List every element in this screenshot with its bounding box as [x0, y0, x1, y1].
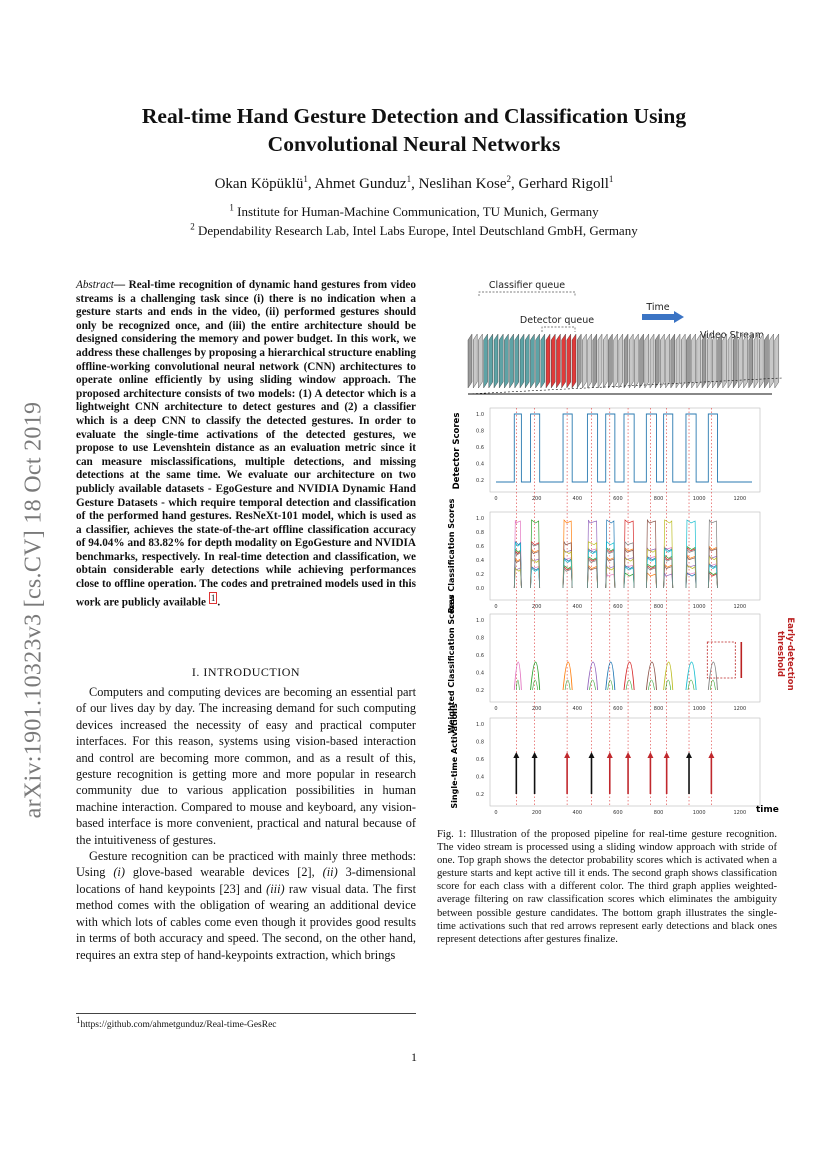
video-frame: [598, 334, 602, 388]
author-name: Ahmet Gunduz: [314, 176, 407, 192]
raw-score-line: [531, 520, 540, 588]
abstract-end: .: [217, 596, 221, 609]
video-frame: [567, 334, 571, 388]
x-tick-label: 1200: [733, 604, 747, 610]
author-aff: 1: [608, 174, 614, 184]
weighted-score-line: [648, 680, 654, 690]
raw-score-line: [606, 573, 615, 588]
raw-score-line: [563, 557, 572, 588]
panel-label-raw: Raw Classification Scores: [447, 498, 456, 614]
video-frame: [484, 334, 488, 388]
video-frame: [603, 334, 607, 388]
x-tick-label: 0: [494, 706, 498, 712]
x-tick-label: 200: [531, 706, 542, 712]
y-tick-label: 0.8: [476, 530, 484, 536]
raw-score-line: [624, 573, 634, 588]
video-frame: [655, 334, 659, 388]
raw-score-line: [646, 558, 656, 588]
y-tick-label: 0.6: [476, 544, 484, 550]
panel-label-weighted: Weighted Classification Scores: [447, 594, 456, 734]
raw-score-line: [664, 547, 673, 588]
raw-score-line: [646, 566, 656, 588]
raw-score-line: [531, 559, 540, 588]
y-tick-label: 0.8: [476, 739, 484, 746]
panel-label-detector: Detector Scores: [452, 412, 462, 490]
author-name: Gerhard Rigoll: [518, 176, 609, 192]
x-tick-label: 1200: [733, 496, 747, 502]
video-frame: [473, 334, 477, 388]
x-tick-label: 600: [613, 604, 623, 610]
caption-label: Fig. 1:: [437, 829, 467, 840]
video-frame: [754, 334, 758, 388]
video-frame: [759, 334, 763, 388]
video-frame: [718, 334, 722, 388]
video-frame: [582, 334, 586, 388]
affiliation-number: 1: [229, 202, 234, 213]
y-tick-label: 1.0: [476, 722, 484, 728]
threshold-label-line1: Early-detection: [785, 617, 795, 691]
video-frame: [593, 334, 597, 388]
footnote-link[interactable]: 1: [210, 592, 216, 603]
x-tick-label: 600: [613, 496, 623, 502]
footnote-number: 1: [76, 1015, 81, 1025]
raw-score-line: [563, 520, 572, 588]
detector-queue-label: Detector queue: [519, 315, 595, 326]
classifier-queue-label: Classifier queue: [488, 280, 566, 291]
raw-score-line: [646, 567, 656, 588]
weighted-score-line: [708, 662, 717, 690]
video-frame: [478, 334, 482, 388]
weighted-score-line: [624, 662, 634, 690]
y-tick-label: 0.4: [476, 558, 484, 564]
introduction-body: [76, 684, 416, 963]
weighted-score-line: [646, 662, 656, 690]
page-number: 1: [411, 1050, 417, 1064]
weighted-score-line: [606, 662, 615, 690]
y-tick-label: 0.4: [476, 461, 484, 468]
video-frame: [692, 334, 696, 388]
raw-score-line: [686, 566, 696, 588]
activation-arrow-head: [647, 752, 653, 758]
video-frame: [624, 334, 628, 388]
activation-arrow-head: [564, 752, 570, 758]
raw-score-line: [664, 566, 673, 588]
video-frame: [494, 334, 498, 388]
raw-score-line: [587, 549, 597, 588]
x-tick-label: 0: [494, 496, 498, 502]
abstract-label: Abstract: [76, 279, 114, 291]
abstract-text: — Real-time recognition of dynamic hand gestures from video streams is a challenging task since (i) there is no indication when a gesture starts and ends in the video, (ii) performed gestures should only be recognized once, and (iii) the entire architecture should be designed considering the memory and power budget. In this work, we address these challenges by proposing a hierarchical structure enabling offline-working convolutional neural network (CNN) architectures to operate online efficiently by using sliding window approach. The proposed architecture consists of two models: (1) A detector which is a lightweight CNN architecture to detect gestures and (2) a classifier which is a deep CNN to classify the detected gestures. In order to evaluate the single-time activations of the detected gestures, we propose to use Levenshtein distance as an evaluation metric since it can measure misclassifications, multiple detections, and missing detections at the same time. We evaluate our architecture on two publicly available datasets - EgoGesture and NVIDIA Dynamic Hand Gesture Datasets - which require temporal detection and classification of the performed hand gestures. ResNeXt-101 model, which is used as a classifier, achieves the state-of-the-art offline classification accuracy of 94.04% and 83.82% for depth modality on EgoGesture and NVIDIA benchmarks, respectively. In real-time detection and classification, we obtain considerable early detections while achieving performances close to offline operation. The codes and pretrained models used in this work are publicly available: [76, 279, 416, 609]
video-frame: [686, 334, 690, 388]
raw-score-line: [531, 567, 540, 588]
video-frame: [608, 334, 612, 388]
raw-score-line: [686, 555, 696, 588]
caption-text: Illustration of the proposed pipeline for real-time gesture recognition. The video stream is processed using a sliding window approach with stride of one. Top graph shows the detector probability scores which is activated when a gesture starts and kept active till it ends. The second graph shows classification score for each class with a different color. The third graph applies weighted-average filtering on raw classification scores which eliminates the ambiguity between possible gesture candidates. The bottom graph illustrates the single-time activations such that red arrows represent early detections and black ones represent detections after gestures finalize.: [437, 829, 777, 945]
video-frame: [671, 334, 675, 388]
video-frame: [707, 334, 711, 388]
y-tick-label: 0.2: [476, 572, 484, 578]
raw-score-line: [708, 547, 717, 588]
raw-score-line: [664, 573, 673, 588]
weighted-score-line: [565, 680, 570, 690]
video-frame: [572, 334, 576, 388]
author-aff: 2: [506, 174, 511, 184]
y-tick-label: 0.0: [476, 586, 484, 592]
x-tick-label: 600: [613, 706, 623, 712]
raw-score-line: [563, 567, 572, 588]
raw-score-line: [606, 542, 615, 588]
video-frame: [666, 334, 670, 388]
raw-score-line: [531, 558, 540, 588]
classifier-queue-bracket: [479, 292, 575, 296]
raw-score-line: [587, 557, 597, 588]
x-tick-label: 200: [531, 604, 542, 610]
raw-score-line: [708, 566, 717, 588]
x-tick-label: 400: [572, 496, 583, 502]
arxiv-id: arXiv:1901.10323v3 [cs.CV] 18 Oct 2019: [20, 401, 47, 819]
title-line-1: Real-time Hand Gesture Detection and Classification Using: [141, 104, 687, 128]
raw-score-line: [624, 557, 634, 588]
raw-score-line: [646, 573, 656, 588]
video-frame: [551, 334, 555, 388]
video-frame: [681, 334, 685, 388]
video-frame: [770, 334, 774, 388]
author-name: Okan Köpüklü: [214, 176, 304, 192]
video-frame: [676, 334, 680, 388]
footnote-url[interactable]: https://github.com/ahmetgunduz/Real-time-GesRec: [80, 1020, 277, 1031]
threshold-label-line2: threshold: [775, 630, 785, 678]
raw-score-line: [664, 557, 673, 588]
raw-score-line: [606, 520, 615, 588]
video-stream-label: Video: [699, 330, 727, 341]
author-list: Okan Köpüklü$^1$, Ahmet Gunduz$^1$, Neslihan Kose$^2$, Gerhard Rigoll$^1$: [214, 174, 614, 192]
raw-score-line: [624, 520, 634, 588]
x-tick-label: 0: [494, 810, 498, 816]
x-tick-label: 0: [494, 604, 498, 610]
y-tick-label: 1.0: [476, 412, 484, 418]
raw-score-line: [708, 573, 717, 588]
activation-arrow-head: [532, 752, 538, 758]
video-frame: [614, 334, 618, 388]
activation-arrow-head: [625, 752, 631, 758]
raw-score-line: [606, 557, 615, 588]
y-tick-label: 1.0: [476, 618, 484, 624]
video-frame: [468, 334, 472, 388]
raw-score-line: [563, 559, 572, 588]
video-frame: [723, 334, 727, 388]
y-tick-label: 0.4: [476, 670, 484, 677]
title-line-2: Convolutional Neural Networks: [267, 132, 561, 156]
raw-score-line: [686, 520, 696, 588]
pipeline-figure: [432, 276, 795, 816]
y-tick-label: 0.6: [476, 653, 484, 659]
x-tick-label: 1000: [692, 604, 706, 610]
raw-score-line: [587, 567, 597, 588]
x-tick-label: 1000: [692, 810, 706, 816]
video-frame: [697, 334, 701, 388]
y-tick-label: 0.2: [476, 478, 484, 484]
activation-arrow-head: [664, 752, 670, 758]
video-frame: [640, 334, 644, 388]
x-tick-label: 800: [653, 496, 664, 502]
video-frame: [489, 334, 493, 388]
affiliation-text: Dependability Research Lab, Intel Labs Europe, Intel Deutschland GmbH, Germany: [198, 223, 638, 238]
raw-score-line: [587, 559, 597, 588]
raw-score-line: [686, 549, 696, 588]
activation-arrow-head: [607, 752, 613, 758]
x-tick-label: 400: [572, 604, 583, 610]
video-frame: [712, 334, 716, 388]
intro-paragraph-2: Gesture recognition can be practiced with mainly three methods: Using (i) glove-based wearable devices [2], (ii) 3-dimensional locations of hand keypoints [23] and (iii) raw visual data. The first method comes with the obligation of wearing an additional device with which lots of cables come even though it provides good results in terms of both accuracy and speed. The second, on the other hand, requires an extra step of hand-keypoints extraction, which brings: [76, 849, 416, 962]
raw-score-line: [563, 542, 572, 588]
raw-score-line: [514, 568, 521, 588]
activation-arrow-head: [708, 752, 714, 758]
video-frame: [634, 334, 638, 388]
time-label: Time: [646, 302, 670, 313]
raw-score-line: [531, 568, 540, 588]
y-tick-label: 0.4: [476, 774, 484, 781]
activation-arrow-head: [686, 752, 692, 758]
video-frame: [660, 334, 664, 388]
video-frame: [588, 334, 592, 388]
author-aff: 1: [406, 174, 412, 184]
video-frame: [629, 334, 633, 388]
video-frame: [775, 334, 779, 388]
panel-label-activations: Single-time Activations: [450, 703, 459, 809]
video-frame: [728, 334, 732, 388]
x-tick-label: 800: [653, 706, 664, 712]
raw-score-line: [606, 567, 615, 588]
x-tick-label: 400: [572, 706, 583, 712]
video-frame: [702, 334, 706, 388]
raw-score-line: [646, 555, 656, 588]
weighted-score-line: [514, 662, 521, 690]
video-frame: [520, 334, 524, 388]
raw-score-line: [708, 520, 717, 588]
video-frame: [650, 334, 654, 388]
raw-score-line: [624, 567, 634, 588]
x-tick-label: 1000: [692, 496, 706, 502]
x-tick-label: 200: [531, 496, 542, 502]
weighted-score-line: [516, 680, 519, 690]
raw-score-line: [664, 549, 673, 588]
video-frame: [546, 334, 550, 388]
weighted-score-line: [531, 662, 540, 690]
video-frame: [733, 334, 737, 388]
video-stream-frames: [468, 334, 782, 394]
activation-arrow-head: [513, 752, 519, 758]
raw-score-line: [531, 542, 540, 588]
video-frame: [504, 334, 508, 388]
x-tick-label: 1000: [692, 706, 706, 712]
weighted-score-line: [664, 662, 673, 690]
affiliation-2: [100, 223, 728, 239]
footnote: [76, 1013, 416, 1030]
author-name: Neslihan Kose: [418, 176, 507, 192]
y-tick-label: 0.8: [476, 428, 484, 435]
x-tick-label: 200: [531, 810, 542, 816]
y-tick-label: 0.2: [476, 688, 484, 694]
video-frame: [562, 334, 566, 388]
detector-queue-bracket: [542, 327, 575, 332]
video-frame: [645, 334, 649, 388]
weighted-score-line: [589, 680, 595, 690]
raw-score-line: [606, 558, 615, 588]
y-tick-label: 1.0: [476, 516, 484, 522]
x-tick-label: 800: [653, 810, 664, 816]
video-frame: [525, 334, 529, 388]
figure-caption: [437, 828, 777, 946]
author-aff: 1: [303, 174, 308, 184]
weighted-score-line: [686, 662, 696, 690]
video-frame: [530, 334, 534, 388]
raw-score-line: [686, 573, 696, 588]
video-frame: [541, 334, 545, 388]
video-frame: [619, 334, 623, 388]
raw-score-line: [708, 548, 717, 588]
x-tick-label: 600: [613, 810, 623, 816]
section-heading: I. INTRODUCTION: [191, 665, 301, 679]
video-frame: [556, 334, 560, 388]
x-tick-label: 400: [572, 810, 583, 816]
raw-score-line: [664, 520, 673, 588]
score-panels: [476, 408, 760, 816]
raw-score-line: [587, 558, 597, 588]
y-tick-label: 0.6: [476, 757, 484, 763]
raw-score-line: [624, 566, 634, 588]
raw-score-line: [563, 568, 572, 588]
video-frame: [499, 334, 503, 388]
x-tick-label: 1200: [733, 810, 747, 816]
weighted-score-line: [587, 662, 597, 690]
intro-paragraph-1: Computers and computing devices are becoming an essential part of our lives day by day. The increasing demand for such computing devices increased the necessity of easy and practical computer interfaces. For this reason, systems using vision-based interaction and control are becoming more common, and as a result of this, gesture recognition is getting more and more popular in research community due to various application possibilities in human machine interaction. Compared to mouse and keyboard, any vision-based interface is more convenient, practical and natural because of the intuitiveness of gestures.: [76, 685, 416, 847]
video-frame: [510, 334, 514, 388]
x-tick-label: 800: [653, 604, 664, 610]
y-tick-label: 0.2: [476, 792, 484, 798]
arxiv-sidebar-stamp: [14, 365, 54, 855]
y-tick-label: 0.6: [476, 445, 484, 451]
weighted-score-line: [608, 680, 613, 690]
abstract: [76, 279, 416, 610]
video-frame: [577, 334, 581, 388]
x-tick-label: 1200: [733, 706, 747, 712]
video-frame: [536, 334, 540, 388]
paper-title: [100, 102, 728, 158]
raw-score-line: [587, 520, 597, 588]
weighted-score-line: [533, 680, 538, 690]
affiliation-1: [100, 204, 728, 220]
weighted-score-line: [563, 662, 572, 690]
raw-score-line: [646, 520, 656, 588]
affiliation-text: Institute for Human-Machine Communication, TU Munich, Germany: [237, 204, 599, 219]
y-tick-label: 0.8: [476, 635, 484, 642]
activation-arrow-head: [588, 752, 594, 758]
affiliation-number: 2: [190, 221, 195, 232]
panel-frame-act: [490, 718, 760, 806]
video-frame: [764, 334, 768, 388]
video-frame: [515, 334, 519, 388]
x-axis-label: time: [756, 805, 779, 815]
raw-score-line: [624, 549, 634, 588]
weighted-score-line: [626, 680, 632, 690]
